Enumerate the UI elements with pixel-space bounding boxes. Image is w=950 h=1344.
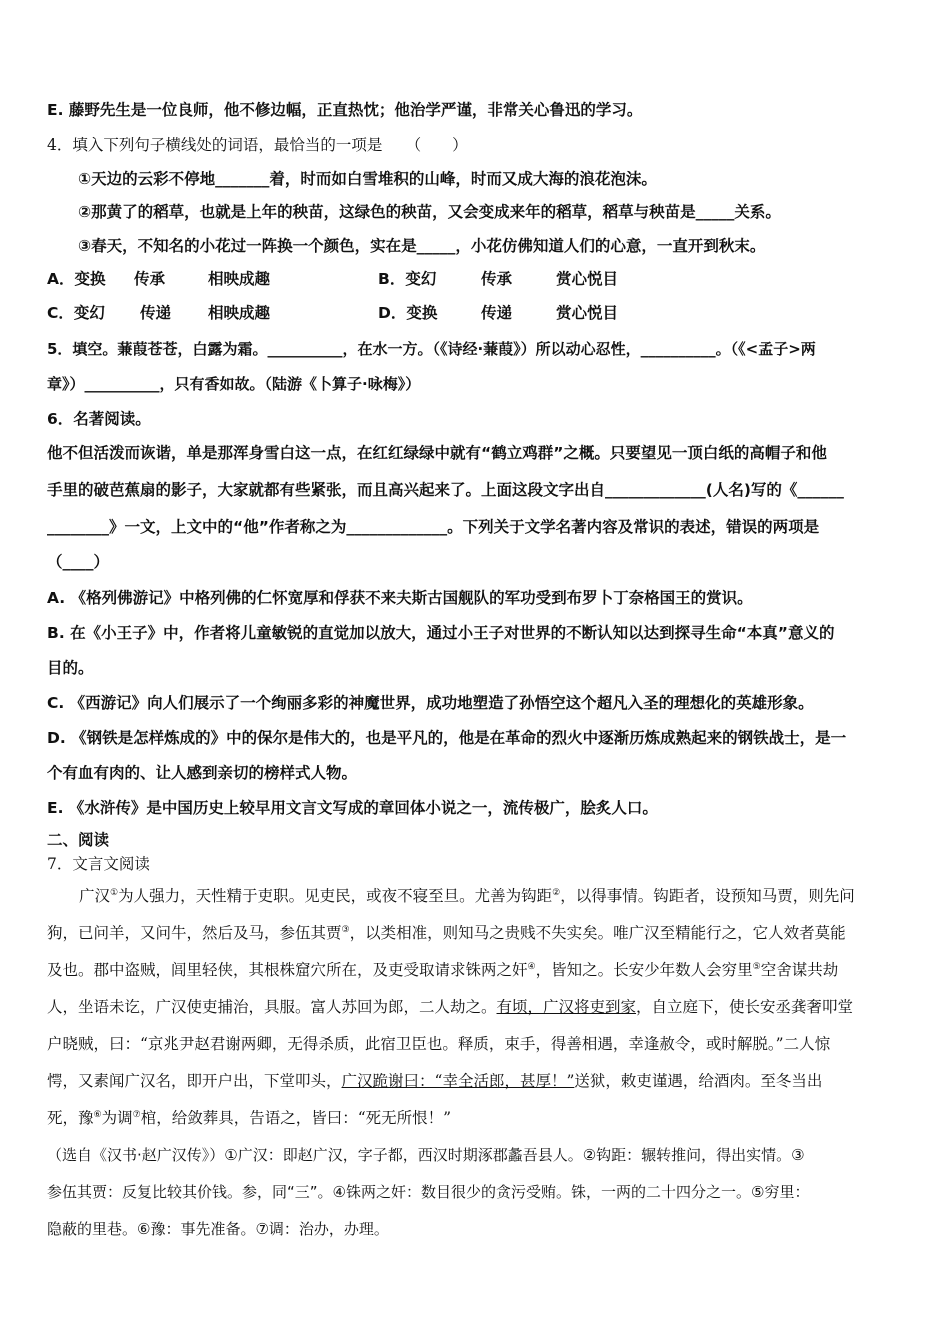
q6-option-e: E. 《水浒传》是中国历史上较早用文言文写成的章回体小说之一，流传极广，脍炙人口。 — [47, 799, 658, 817]
note-marker-6: ⑥ — [93, 1109, 102, 1120]
q7-text: 死，豫 — [47, 1109, 94, 1127]
q6-answer-blank: （____） — [47, 553, 110, 571]
q6-option-b-line-2: 目的。 — [47, 659, 94, 677]
q7-notes-line-1: （选自《汉书·赵广汉传》）①广汉：即赵广汉，字子都，西汉时期涿郡蠡吾县人。②钩距：辗转推问，得出实情。③ — [47, 1146, 805, 1164]
q7-passage-line-6 — [47, 1070, 822, 1092]
q7-notes-line-2: 参伍其贾：反复比较其价钱。参，同“三”。④铢两之奸：数目很少的贪污受贿。铢，一两的二十四分之一。⑤穷里： — [47, 1183, 810, 1201]
section-reading-heading: 二、阅读 — [47, 831, 110, 849]
q4-option-c-1: C．变幻 — [47, 304, 105, 322]
q6-option-d-line-1: D. 《钢铁是怎样炼成的》中的保尔是伟大的，也是平凡的，他是在革命的烈火中逐渐历炼成熟起来的钢铁战士，是一 — [47, 729, 847, 747]
q7-text: 为调 — [101, 1109, 133, 1127]
q4-option-a-1: A．变换 — [47, 270, 106, 288]
q7-text: ，以类相准，则知马之贵贱不失实矣。唯广汉至精能行之，它人效者莫能 — [349, 924, 846, 942]
q7-text: ，皆知之。长安少年数人会穷里 — [535, 961, 753, 979]
note-marker-2: ② — [552, 887, 561, 898]
q6-option-d-line-2: 个有血有肉的、让人感到亲切的榜样式人物。 — [47, 764, 358, 782]
q4-option-c-2: 传递 — [140, 304, 172, 322]
q6-option-b-line-1: B. 在《小王子》中，作者将儿童敏锐的直觉加以放大，通过小王子对世界的不断认知以达到探寻生命“本真”意义的 — [47, 624, 835, 642]
q7-underlined-sentence-1: 有顷，广汉将吏到家 — [496, 998, 637, 1016]
q7-passage-line-2 — [47, 922, 846, 944]
q7-text: 空舍谋共劫 — [760, 961, 839, 979]
q7-passage-line-3 — [47, 959, 838, 981]
q4-option-d-3: 赏心悦目 — [556, 304, 619, 322]
q4-option-d-1: D．变换 — [378, 304, 438, 322]
q7-text: 愕，又素闻广汉名，即开户出，下堂叩头， — [47, 1072, 342, 1090]
q6-option-a: A. 《格列佛游记》中格列佛的仁怀宽厚和俘获不来夫斯古国舰队的军功受到布罗卜丁奈格国王的赏识。 — [47, 589, 753, 607]
q6-passage-2: 手里的破芭蕉扇的影子，大家就都有些紧张，而且高兴起来了。上面这段文字出自_____________(人名)写的《______ — [47, 481, 844, 499]
q7-notes-line-3: 隐蔽的里巷。⑥豫：事先准备。⑦调：治办，办理。 — [47, 1220, 389, 1238]
q7-text: 及也。郡中盗贼，闾里轻侠，其根株窟穴所在，及吏受取请求铢两之奸 — [47, 961, 528, 979]
note-marker-7: ⑦ — [132, 1109, 141, 1120]
q4-sentence-1: ①天边的云彩不停地_______着，时而如白雪堆积的山峰，时而又成大海的浪花泡沫。 — [78, 170, 657, 188]
q7-text: 狗，已问羊，又问牛，然后及马，参伍其贾 — [47, 924, 342, 942]
q7-text: ，以得事情。钩距者，设预知马贾，则先问 — [560, 887, 855, 905]
q7-passage-line-5: 户晓贼，曰：“京兆尹赵君谢两卿，无得杀质，此宿卫臣也。释质，束手，得善相遇，幸逢赦令，或时解脱。”二人惊 — [47, 1035, 831, 1053]
q4-sentence-2: ②那黄了的稻草，也就是上年的秧苗，这绿色的秧苗，又会变成来年的稻草，稻草与秧苗是_____关系。 — [78, 203, 781, 221]
q6-option-c: C. 《西游记》向人们展示了一个绚丽多彩的神魔世界，成功地塑造了孙悟空这个超凡入圣的理想化的英雄形象。 — [47, 694, 814, 712]
note-marker-4: ④ — [527, 961, 536, 972]
q7-passage-line-4 — [47, 996, 853, 1018]
q7-text: ，自立庭下，使长安丞龚奢叩堂 — [636, 998, 854, 1016]
q4-option-b-2: 传承 — [481, 270, 513, 288]
q4-option-b-3: 赏心悦目 — [556, 270, 619, 288]
q7-passage-line-7 — [47, 1107, 451, 1129]
q7-text: 棺，给敛葬具，告语之，皆曰：“死无所恨！” — [140, 1109, 452, 1127]
q6-title: 6．名著阅读。 — [47, 410, 151, 428]
note-marker-1: ① — [110, 887, 119, 898]
q7-text: 广汉 — [79, 887, 111, 905]
q7-underlined-sentence-2: 广汉跪谢曰：“幸全活郎，甚厚！” — [341, 1072, 575, 1090]
q4-option-a-3: 相映成趣 — [208, 270, 271, 288]
q6-passage-3: ________》一文，上文中的“他”作者称之为_____________。下列关于文学名著内容及常识的表述，错误的两项是 — [47, 518, 820, 536]
q7-text: 人，坐语未讫，广汉使吏捕治，具服。富人苏回为郎，二人劫之。 — [47, 998, 497, 1016]
q6-passage-1: 他不但活泼而诙谐，单是那浑身雪白这一点，在红红绿绿中就有“鹤立鸡群”之概。只要望见一顶白纸的高帽子和他 — [47, 444, 827, 462]
q4-option-b-1: B．变幻 — [378, 270, 437, 288]
q4-option-d-2: 传递 — [481, 304, 513, 322]
q4-stem: 4．填入下列句子横线处的词语，最恰当的一项是 （ ） — [47, 136, 468, 154]
q4-option-c-3: 相映成趣 — [208, 304, 271, 322]
q5-line-2: 章》）__________，只有香如故。（陆游《卜算子·咏梅》） — [47, 375, 421, 393]
q4-option-a-2: 传承 — [134, 270, 166, 288]
q5-line-1: 5．填空。蒹葭苍苍，白露为霜。__________，在水一方。（《诗经·蒹葭》）所以动心忍性，__________。（《<孟子>两 — [47, 340, 816, 358]
q3-option-e: E. 藤野先生是一位良师，他不修边幅，正直热忱；他治学严谨，非常关心鲁迅的学习。 — [47, 101, 643, 119]
q7-passage-line-1 — [79, 885, 855, 907]
q7-text: 送狱，敕吏谨遇，给酒肉。至冬当出 — [574, 1072, 823, 1090]
q7-text: 为人强力，天性精于吏职。见吏民，或夜不寝至旦。尤善为钩距 — [118, 887, 553, 905]
note-marker-5: ⑤ — [752, 961, 761, 972]
q4-sentence-3: ③春天，不知名的小花过一阵换一个颜色，实在是_____，小花仿佛知道人们的心意，一直开到秋末。 — [78, 237, 766, 255]
q7-title: 7．文言文阅读 — [47, 855, 150, 873]
note-marker-3: ③ — [341, 924, 350, 935]
